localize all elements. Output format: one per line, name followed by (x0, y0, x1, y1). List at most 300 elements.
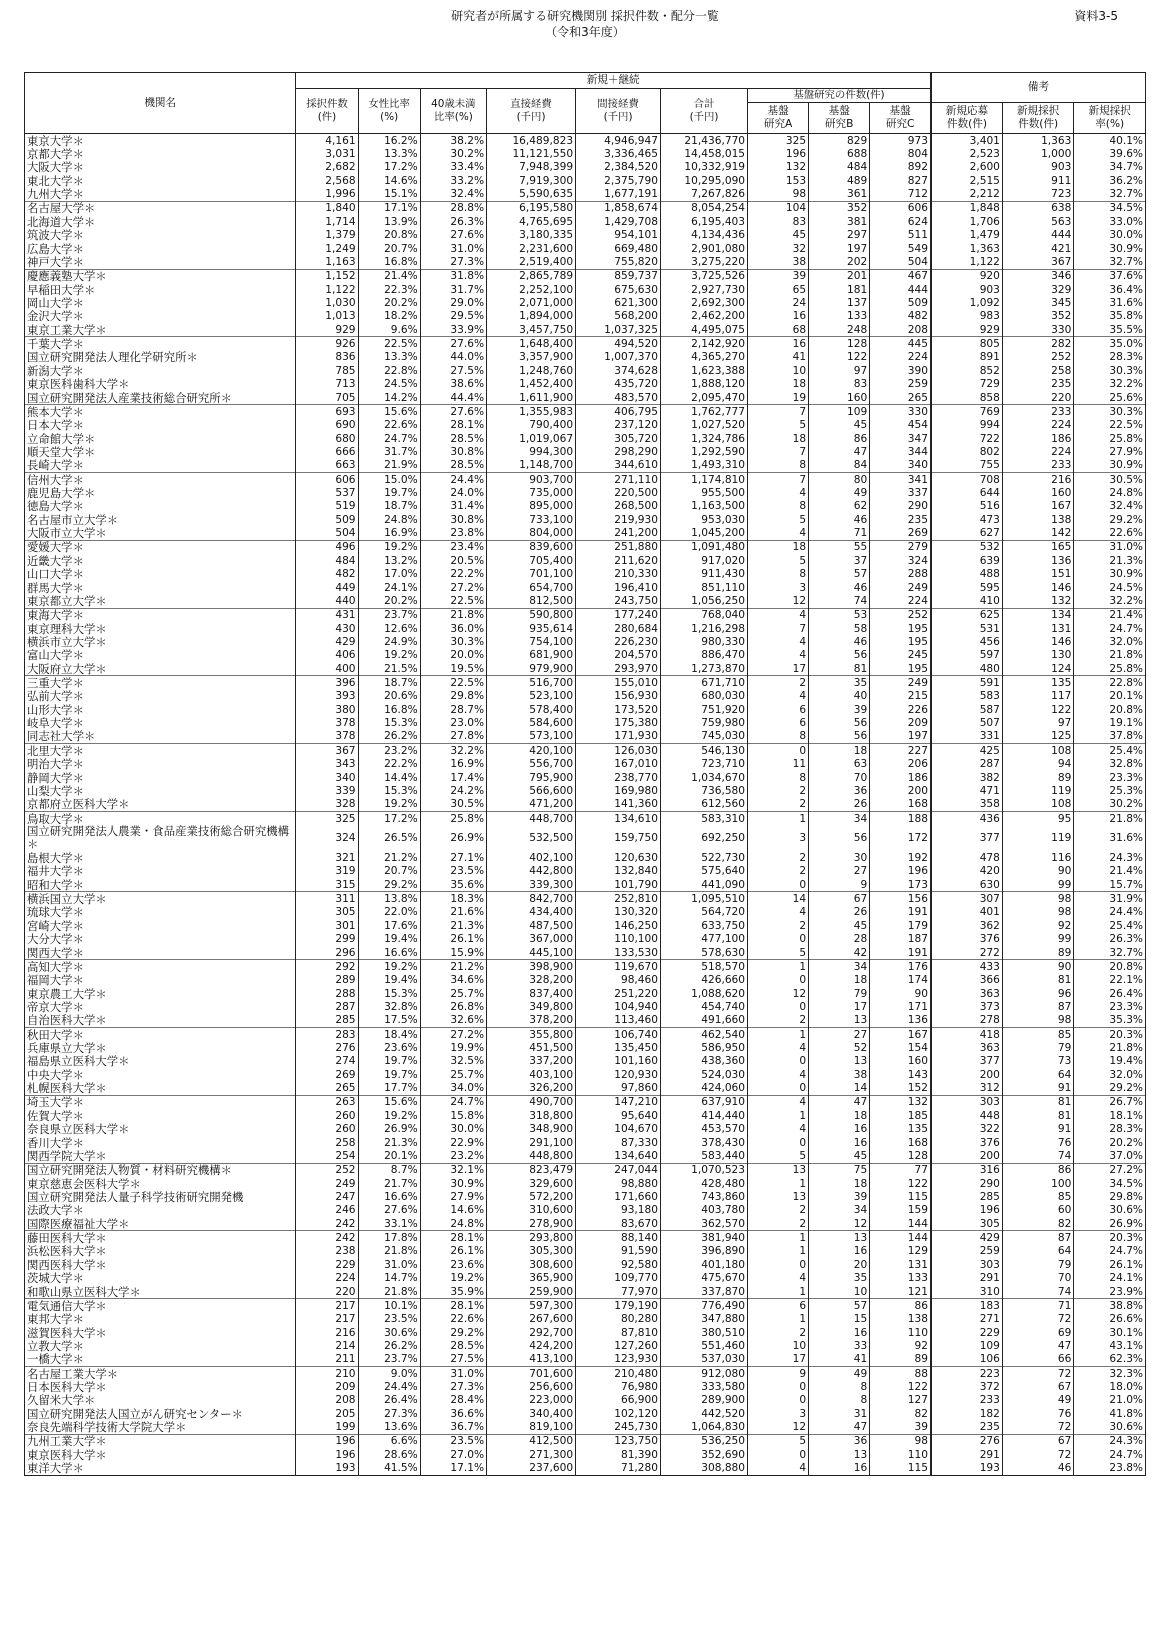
cell-basic-c: 324 (870, 554, 931, 567)
cell-indirect: 97,860 (576, 1081, 661, 1095)
cell-new-rate: 32.2% (1074, 377, 1146, 390)
cell-name: 北里大学＊ (25, 744, 296, 758)
cell-name: 大阪府立大学＊ (25, 662, 296, 676)
cell-name: 京都府立医科大学＊ (25, 798, 296, 812)
cell-indirect: 4,946,947 (576, 134, 661, 148)
cell-total: 333,580 (661, 1380, 748, 1393)
cell-basic-c: 160 (870, 1055, 931, 1068)
cell-direct: 516,700 (487, 676, 576, 690)
cell-new-rate: 20.2% (1074, 1136, 1146, 1149)
cell-direct: 7,948,399 (487, 161, 576, 174)
cell-female: 17.1% (358, 201, 420, 215)
cell-direct: 349,800 (487, 1000, 576, 1013)
cell-basic-a: 9 (748, 1366, 809, 1380)
cell-basic-b: 10 (809, 1285, 870, 1299)
cell-female: 24.8% (358, 513, 420, 526)
cell-basic-a: 8 (748, 568, 809, 581)
cell-basic-c: 341 (870, 472, 931, 486)
cell-adopted: 693 (296, 405, 358, 419)
cell-new-adopted: 49 (1002, 1394, 1073, 1407)
cell-direct: 3,457,750 (487, 323, 576, 337)
cell-new-applied: 183 (931, 1299, 1002, 1313)
cell-basic-a: 13 (748, 1163, 809, 1177)
cell-direct: 348,900 (487, 1123, 576, 1136)
cell-direct: 523,100 (487, 690, 576, 703)
cell-direct: 2,252,100 (487, 283, 576, 296)
cell-name: 富山大学＊ (25, 649, 296, 662)
cell-name: 立教大学＊ (25, 1339, 296, 1352)
cell-under40: 36.0% (420, 622, 486, 635)
cell-basic-a: 12 (748, 987, 809, 1000)
cell-basic-b: 45 (809, 919, 870, 932)
cell-basic-b: 9 (809, 878, 870, 892)
cell-new-applied: 310 (931, 1285, 1002, 1299)
cell-under40: 27.2% (420, 1028, 486, 1042)
cell-name: 千葉大学＊ (25, 337, 296, 351)
cell-new-rate: 35.5% (1074, 323, 1146, 337)
table-row (25, 851, 1146, 864)
cell-indirect: 126,030 (576, 744, 661, 758)
cell-basic-b: 109 (809, 405, 870, 419)
cell-under40: 26.3% (420, 215, 486, 228)
cell-new-adopted: 345 (1002, 296, 1073, 309)
cell-female: 26.2% (358, 1339, 420, 1352)
cell-basic-a: 65 (748, 283, 809, 296)
cell-adopted: 1,152 (296, 269, 358, 283)
cell-basic-c: 191 (870, 906, 931, 919)
cell-basic-c: 549 (870, 242, 931, 255)
cell-basic-a: 6 (748, 1299, 809, 1313)
cell-new-rate: 32.0% (1074, 635, 1146, 648)
cell-indirect: 113,460 (576, 1014, 661, 1028)
cell-basic-a: 5 (748, 946, 809, 960)
cell-name: 国立研究開発法人産業技術総合研究所＊ (25, 391, 296, 405)
cell-female: 17.7% (358, 1081, 420, 1095)
cell-basic-b: 34 (809, 960, 870, 974)
cell-basic-b: 47 (809, 445, 870, 458)
cell-name: 福井大学＊ (25, 865, 296, 878)
cell-direct: 448,700 (487, 811, 576, 825)
cell-adopted: 1,122 (296, 283, 358, 296)
cell-name: 東北大学＊ (25, 174, 296, 187)
cell-indirect: 483,570 (576, 391, 661, 405)
table-row (25, 1000, 1146, 1013)
cell-new-applied: 473 (931, 513, 1002, 526)
cell-indirect: 305,720 (576, 432, 661, 445)
cell-name: 東京理科大学＊ (25, 622, 296, 635)
cell-new-applied: 303 (931, 1095, 1002, 1109)
cell-new-applied: 223 (931, 1366, 1002, 1380)
cell-total: 441,090 (661, 878, 748, 892)
table-row (25, 1258, 1146, 1271)
cell-female: 16.2% (358, 134, 420, 148)
cell-indirect: 101,790 (576, 878, 661, 892)
cell-adopted: 276 (296, 1041, 358, 1054)
cell-basic-b: 56 (809, 716, 870, 729)
cell-under40: 44.4% (420, 391, 486, 405)
table-row (25, 932, 1146, 945)
cell-name: 関西医科大学＊ (25, 1258, 296, 1271)
cell-adopted: 3,031 (296, 147, 358, 160)
cell-female: 17.6% (358, 919, 420, 932)
cell-basic-c: 712 (870, 187, 931, 201)
cell-basic-a: 14 (748, 892, 809, 906)
cell-direct: 3,180,335 (487, 229, 576, 242)
cell-indirect: 173,520 (576, 703, 661, 716)
cell-basic-b: 34 (809, 811, 870, 825)
cell-basic-c: 92 (870, 1339, 931, 1352)
cell-new-rate: 35.0% (1074, 337, 1146, 351)
cell-new-applied: 420 (931, 865, 1002, 878)
cell-indirect: 146,250 (576, 919, 661, 932)
cell-name: 群馬大学＊ (25, 581, 296, 594)
cell-basic-c: 185 (870, 1109, 931, 1122)
cell-basic-b: 80 (809, 472, 870, 486)
cell-under40: 31.4% (420, 500, 486, 513)
table-row (25, 269, 1146, 283)
cell-female: 23.7% (358, 1353, 420, 1367)
cell-basic-a: 45 (748, 229, 809, 242)
col-header-name: 機関名 (25, 73, 296, 134)
cell-adopted: 378 (296, 716, 358, 729)
cell-basic-a: 0 (748, 974, 809, 987)
cell-new-adopted: 116 (1002, 851, 1073, 864)
cell-basic-a: 4 (748, 1041, 809, 1054)
cell-basic-b: 46 (809, 635, 870, 648)
cell-name: 日本医科大学＊ (25, 1380, 296, 1393)
cell-basic-c: 249 (870, 676, 931, 690)
cell-new-rate: 32.4% (1074, 500, 1146, 513)
col-header-adopted: 採択件数 (件) (296, 89, 358, 134)
cell-total: 347,880 (661, 1313, 748, 1326)
cell-new-rate: 18.1% (1074, 1109, 1146, 1122)
table-row (25, 486, 1146, 499)
cell-new-rate: 32.7% (1074, 946, 1146, 960)
table-row (25, 865, 1146, 878)
cell-new-rate: 32.7% (1074, 187, 1146, 201)
cell-new-adopted: 95 (1002, 811, 1073, 825)
cell-new-rate: 62.3% (1074, 1353, 1146, 1367)
table-row (25, 703, 1146, 716)
cell-new-applied: 200 (931, 1068, 1002, 1081)
cell-new-applied: 983 (931, 310, 1002, 323)
cell-basic-a: 4 (748, 1271, 809, 1284)
table-row (25, 310, 1146, 323)
cell-basic-c: 973 (870, 134, 931, 148)
cell-indirect: 1,429,708 (576, 215, 661, 228)
cell-basic-b: 16 (809, 1245, 870, 1258)
cell-basic-a: 1 (748, 1177, 809, 1190)
cell-indirect: 211,620 (576, 554, 661, 567)
cell-adopted: 260 (296, 1123, 358, 1136)
table-row (25, 242, 1146, 255)
cell-new-rate: 34.5% (1074, 201, 1146, 215)
cell-under40: 35.9% (420, 1285, 486, 1299)
cell-basic-b: 62 (809, 500, 870, 513)
cell-indirect: 159,750 (576, 825, 661, 851)
table-row (25, 690, 1146, 703)
cell-basic-c: 167 (870, 1028, 931, 1042)
cell-indirect: 374,628 (576, 364, 661, 377)
cell-total: 546,130 (661, 744, 748, 758)
cell-indirect: 169,980 (576, 784, 661, 797)
cell-adopted: 4,161 (296, 134, 358, 148)
cell-new-applied: 1,122 (931, 255, 1002, 269)
cell-basic-b: 20 (809, 1258, 870, 1271)
cell-basic-b: 8 (809, 1394, 870, 1407)
cell-name: 浜松医科大学＊ (25, 1245, 296, 1258)
cell-basic-a: 38 (748, 255, 809, 269)
cell-basic-a: 6 (748, 703, 809, 716)
cell-new-applied: 382 (931, 771, 1002, 784)
cell-under40: 30.8% (420, 445, 486, 458)
cell-adopted: 396 (296, 676, 358, 690)
cell-under40: 18.3% (420, 892, 486, 906)
cell-new-applied: 1,092 (931, 296, 1002, 309)
cell-new-adopted: 122 (1002, 703, 1073, 716)
cell-new-adopted: 119 (1002, 784, 1073, 797)
cell-total: 4,495,075 (661, 323, 748, 337)
col-header-female: 女性比率 (%) (358, 89, 420, 134)
cell-indirect: 123,930 (576, 1353, 661, 1367)
cell-name: 電気通信大学＊ (25, 1299, 296, 1313)
cell-adopted: 1,996 (296, 187, 358, 201)
cell-new-adopted: 186 (1002, 432, 1073, 445)
cell-indirect: 87,330 (576, 1136, 661, 1149)
cell-indirect: 219,930 (576, 513, 661, 526)
cell-basic-a: 11 (748, 758, 809, 771)
cell-basic-b: 56 (809, 730, 870, 744)
cell-basic-b: 14 (809, 1081, 870, 1095)
cell-indirect: 621,300 (576, 296, 661, 309)
cell-female: 21.3% (358, 1136, 420, 1149)
cell-under40: 16.9% (420, 758, 486, 771)
cell-adopted: 269 (296, 1068, 358, 1081)
cell-direct: 705,400 (487, 554, 576, 567)
cell-basic-c: 200 (870, 784, 931, 797)
cell-female: 31.7% (358, 445, 420, 458)
cell-under40: 26.1% (420, 932, 486, 945)
table-body (25, 134, 1146, 1476)
cell-under40: 19.2% (420, 1271, 486, 1284)
cell-new-applied: 305 (931, 1217, 1002, 1231)
cell-under40: 27.8% (420, 730, 486, 744)
cell-direct: 413,100 (487, 1353, 576, 1367)
cell-basic-b: 12 (809, 1217, 870, 1231)
cell-new-adopted: 73 (1002, 1055, 1073, 1068)
cell-new-applied: 271 (931, 1313, 1002, 1326)
cell-adopted: 211 (296, 1353, 358, 1367)
cell-new-rate: 30.6% (1074, 1204, 1146, 1217)
cell-basic-c: 269 (870, 526, 931, 540)
cell-basic-c: 110 (870, 1326, 931, 1339)
cell-basic-a: 4 (748, 906, 809, 919)
cell-basic-b: 45 (809, 1149, 870, 1163)
cell-adopted: 1,714 (296, 215, 358, 228)
cell-name: 山口大学＊ (25, 568, 296, 581)
cell-new-applied: 303 (931, 1258, 1002, 1271)
cell-basic-a: 7 (748, 472, 809, 486)
cell-female: 20.2% (358, 296, 420, 309)
cell-new-applied: 307 (931, 892, 1002, 906)
cell-basic-b: 42 (809, 946, 870, 960)
cell-basic-b: 49 (809, 486, 870, 499)
cell-total: 442,520 (661, 1407, 748, 1420)
cell-indirect: 120,930 (576, 1068, 661, 1081)
cell-indirect: 134,640 (576, 1149, 661, 1163)
table-row (25, 1394, 1146, 1407)
cell-direct: 842,700 (487, 892, 576, 906)
cell-new-rate: 30.2% (1074, 798, 1146, 812)
cell-new-adopted: 160 (1002, 486, 1073, 499)
cell-under40: 27.1% (420, 851, 486, 864)
cell-female: 19.4% (358, 932, 420, 945)
cell-indirect: 179,190 (576, 1299, 661, 1313)
cell-new-adopted: 119 (1002, 825, 1073, 851)
cell-adopted: 340 (296, 771, 358, 784)
cell-basic-c: 208 (870, 323, 931, 337)
cell-new-adopted: 90 (1002, 960, 1073, 974)
cell-under40: 15.8% (420, 1109, 486, 1122)
cell-under40: 26.9% (420, 825, 486, 851)
cell-adopted: 288 (296, 987, 358, 1000)
cell-basic-c: 252 (870, 608, 931, 622)
cell-total: 428,480 (661, 1177, 748, 1190)
cell-new-rate: 24.3% (1074, 1434, 1146, 1448)
cell-indirect: 177,240 (576, 608, 661, 622)
cell-basic-a: 6 (748, 716, 809, 729)
cell-basic-b: 84 (809, 459, 870, 473)
cell-basic-c: 454 (870, 419, 931, 432)
group-header-remarks: 備考 (931, 73, 1146, 103)
cell-new-adopted: 90 (1002, 865, 1073, 878)
cell-adopted: 325 (296, 811, 358, 825)
cell-adopted: 430 (296, 622, 358, 635)
cell-female: 13.9% (358, 215, 420, 228)
cell-female: 13.3% (358, 351, 420, 364)
cell-new-applied: 478 (931, 851, 1002, 864)
cell-direct: 837,400 (487, 987, 576, 1000)
cell-basic-b: 38 (809, 1068, 870, 1081)
cell-new-adopted: 82 (1002, 1217, 1073, 1231)
cell-indirect: 134,610 (576, 811, 661, 825)
cell-total: 424,060 (661, 1081, 748, 1095)
cell-new-rate: 23.3% (1074, 771, 1146, 784)
cell-adopted: 283 (296, 1028, 358, 1042)
cell-total: 1,056,250 (661, 594, 748, 608)
cell-under40: 27.5% (420, 1353, 486, 1367)
cell-new-applied: 2,523 (931, 147, 1002, 160)
table-row (25, 825, 1146, 851)
table-row (25, 540, 1146, 554)
cell-new-rate: 32.2% (1074, 594, 1146, 608)
cell-basic-b: 81 (809, 662, 870, 676)
cell-under40: 25.7% (420, 987, 486, 1000)
cell-direct: 412,500 (487, 1434, 576, 1448)
cell-new-adopted: 67 (1002, 1380, 1073, 1393)
cell-adopted: 380 (296, 703, 358, 716)
cell-basic-a: 2 (748, 676, 809, 690)
cell-total: 4,365,270 (661, 351, 748, 364)
cell-basic-a: 2 (748, 798, 809, 812)
cell-under40: 30.8% (420, 513, 486, 526)
cell-basic-a: 1 (748, 1231, 809, 1245)
cell-direct: 403,100 (487, 1068, 576, 1081)
cell-name: 滋賀医科大学＊ (25, 1326, 296, 1339)
cell-female: 21.8% (358, 1285, 420, 1299)
cell-name: 日本大学＊ (25, 419, 296, 432)
cell-new-adopted: 69 (1002, 1326, 1073, 1339)
cell-adopted: 705 (296, 391, 358, 405)
table-row (25, 1041, 1146, 1054)
cell-basic-a: 8 (748, 730, 809, 744)
table-row (25, 878, 1146, 892)
cell-new-adopted: 282 (1002, 337, 1073, 351)
cell-new-adopted: 108 (1002, 744, 1073, 758)
cell-female: 18.7% (358, 676, 420, 690)
cell-basic-a: 18 (748, 432, 809, 445)
cell-direct: 733,100 (487, 513, 576, 526)
table-row (25, 1123, 1146, 1136)
cell-direct: 994,300 (487, 445, 576, 458)
cell-new-adopted: 911 (1002, 174, 1073, 187)
cell-new-rate: 30.9% (1074, 568, 1146, 581)
cell-total: 7,267,826 (661, 187, 748, 201)
cell-new-rate: 25.4% (1074, 919, 1146, 932)
cell-basic-c: 347 (870, 432, 931, 445)
page-subtitle: （令和3年度） (545, 25, 625, 39)
cell-basic-c: 511 (870, 229, 931, 242)
cell-name: 大阪大学＊ (25, 161, 296, 174)
cell-direct: 367,000 (487, 932, 576, 945)
cell-female: 16.6% (358, 1190, 420, 1203)
cell-basic-c: 265 (870, 391, 931, 405)
cell-basic-a: 10 (748, 1339, 809, 1352)
table-row (25, 513, 1146, 526)
cell-basic-b: 52 (809, 1041, 870, 1054)
cell-direct: 804,000 (487, 526, 576, 540)
cell-new-applied: 627 (931, 526, 1002, 540)
cell-adopted: 224 (296, 1271, 358, 1284)
cell-new-rate: 26.4% (1074, 987, 1146, 1000)
cell-name: 名古屋工業大学＊ (25, 1366, 296, 1380)
cell-new-adopted: 60 (1002, 1204, 1073, 1217)
cell-new-adopted: 72 (1002, 1313, 1073, 1326)
cell-female: 19.2% (358, 960, 420, 974)
cell-basic-a: 2 (748, 1014, 809, 1028)
cell-adopted: 680 (296, 432, 358, 445)
cell-name: 久留米大学＊ (25, 1394, 296, 1407)
cell-new-rate: 34.5% (1074, 1177, 1146, 1190)
cell-name: 東京都立大学＊ (25, 594, 296, 608)
cell-direct: 329,600 (487, 1177, 576, 1190)
table-row (25, 161, 1146, 174)
cell-name: 茨城大学＊ (25, 1271, 296, 1284)
cell-basic-c: 195 (870, 635, 931, 648)
cell-basic-b: 58 (809, 622, 870, 635)
cell-basic-b: 352 (809, 201, 870, 215)
table-row (25, 892, 1146, 906)
cell-basic-a: 2 (748, 1326, 809, 1339)
cell-under40: 30.5% (420, 798, 486, 812)
cell-adopted: 509 (296, 513, 358, 526)
cell-name: 国立研究開発法人農業・食品産業技術総合研究機構＊ (25, 825, 296, 851)
col-header-total: 合計 (千円) (661, 89, 748, 134)
cell-name: 信州大学＊ (25, 472, 296, 486)
cell-total: 462,540 (661, 1028, 748, 1042)
table-row (25, 377, 1146, 390)
cell-new-adopted: 444 (1002, 229, 1073, 242)
